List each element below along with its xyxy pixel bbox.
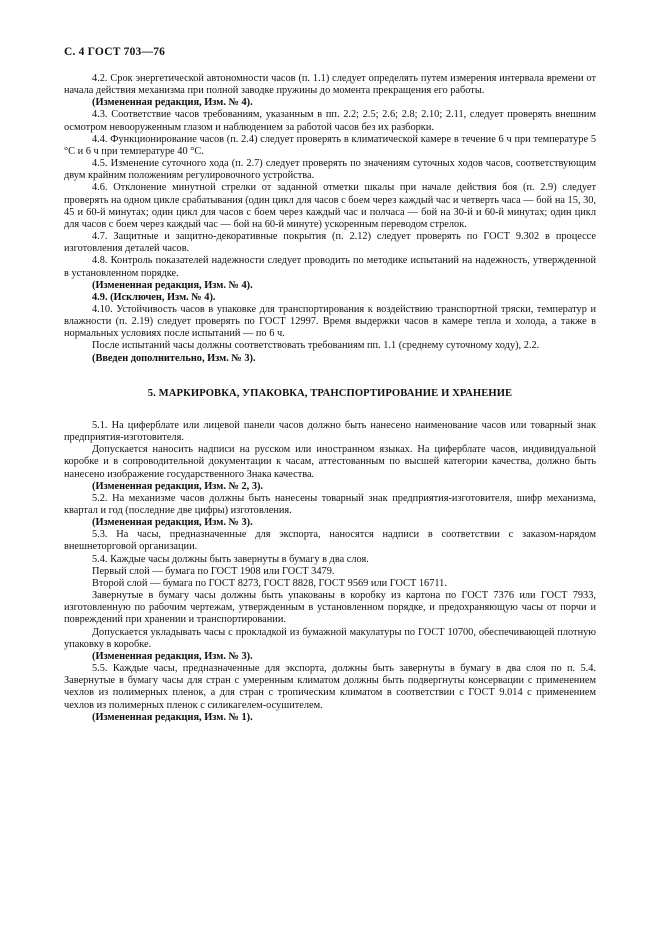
paragraph: 4.4. Функционирование часов (п. 2.4) следует проверять в климатической камере в течение 6 ч при температуре 5 °С и 6 ч при температуре 40 °С.: [64, 133, 596, 157]
amendment-note: (Измененная редакция, Изм. № 4).: [92, 279, 253, 291]
paragraph: 4.5. Изменение суточного хода (п. 2.7) следует проверять по значениям суточных ходов часов, соответствующим двум крайним положениям регулировочного устройства.: [64, 158, 596, 182]
paragraph: Допускается наносить надписи на русском или иностранном языках. На циферблате часов, индивидуальной коробке и в сопроводительной документации к часам, аттестованным по высшей категории качества, должно быть нанесено изображение государственного Знака качества.: [64, 444, 596, 480]
amendment-note: (Измененная редакция, Изм. № 4).: [92, 97, 253, 109]
document-body: [64, 73, 596, 724]
section-5-body: [64, 420, 596, 724]
paragraph: Завернутые в бумагу часы должны быть упакованы в коробку из картона по ГОСТ 7376 или ГОСТ 7933, изготовленную по рабочим чертежам, утвержденным в установленном порядке, и предохраняющую часы от порчи и повреждений при хранении и транспортировании.: [64, 590, 596, 626]
section-4-body: [64, 73, 596, 365]
amendment-note: (Измененная редакция, Изм. № 2, 3).: [92, 480, 264, 492]
section-5-title: 5. МАРКИРОВКА, УПАКОВКА, ТРАНСПОРТИРОВАНИЕ И ХРАНЕНИЕ: [147, 387, 513, 399]
paragraph: 5.5. Каждые часы, предназначенные для экспорта, должны быть завернуты в бумагу в два слоя по п. 5.4. Завернутые в бумагу часы для стран с умеренным климатом должны быть подвергнуты консервации с применением чехлов из полимерных пленок, а для стран с тропическим климатом в соответствии с ГОСТ 9.014 с применением чехлов из полимерных пленок с силикагелем-осушителем.: [64, 663, 596, 711]
paragraph: 5.2. На механизме часов должны быть нанесены товарный знак предприятия-изготовителя, шифр механизма, квартал и год (последние две цифры) изготовления.: [64, 492, 596, 516]
paragraph: 4.10. Устойчивость часов в упаковке для транспортирования к воздействию транспортной тряски, температур и влажности (п. 2.19) следует проверять по ГОСТ 12997. Время выдержки часов в камере тепла и холода, а также в нормальных условиях после испытаний — по 6 ч.: [64, 303, 596, 340]
paragraph: Второй слой — бумага по ГОСТ 8273, ГОСТ 8828, ГОСТ 9569 или ГОСТ 16711.: [92, 577, 447, 589]
amendment-note: 4.9. (Исключен, Изм. № 4).: [92, 291, 216, 303]
paragraph: Первый слой — бумага по ГОСТ 1908 или ГОСТ 3479.: [92, 565, 335, 577]
paragraph: 4.8. Контроль показателей надежности следует проводить по методике испытаний на надежность, утвержденной в установленном порядке.: [64, 255, 596, 279]
paragraph: 4.2. Срок энергетической автономности часов (п. 1.1) следует определять путем измерения интервала времени от начала действия механизма при полной заводке пружины до момента прекращения его работы.: [64, 73, 596, 97]
paragraph: 4.6. Отклонение минутной стрелки от заданной отметки шкалы при начале действия боя (п. 2.9) следует проверять на одном цикле срабатывания (один цикл для часов с боем через каждый час и четверть часа — бой на 15, 30, 45 и 60-й минутах; один цикл для часов с боем через каждый час и полчаса — бой на 30-й и 60-й минутах; один цикл для часов с боем через каждый час — бой на 60-й минуте) ускоренным переводом стрелок.: [64, 182, 596, 230]
paragraph: 5.1. На циферблате или лицевой панели часов должно быть нанесено наименование часов или товарный знак предприятия-изготовителя.: [64, 419, 596, 444]
page-header: С. 4 ГОСТ 703—76: [64, 46, 166, 58]
amendment-note: (Измененная редакция, Изм. № 1).: [92, 711, 253, 723]
amendment-note: (Измененная редакция, Изм. № 3).: [92, 517, 253, 529]
amendment-note: (Введен дополнительно, Изм. № 3).: [92, 352, 256, 364]
paragraph: 4.7. Защитные и защитно-декоративные покрытия (п. 2.12) следует проверять по ГОСТ 9.302 в процессе изготовления деталей часов.: [64, 231, 596, 255]
paragraph: 4.3. Соответствие часов требованиям, указанным в пп. 2.2; 2.5; 2.6; 2.8; 2.10; 2.11, следует проверять внешним осмотром невооруженным глазом и наблюдением за работой часов без их разборки.: [64, 109, 596, 133]
paragraph: 5.3. На часы, предназначенные для экспорта, наносятся надписи в соответствии с заказом-нарядом внешнеторговой организации.: [64, 529, 596, 553]
amendment-note: (Измененная редакция, Изм. № 3).: [92, 650, 253, 662]
paragraph: 5.4. Каждые часы должны быть завернуты в бумагу в два слоя.: [92, 553, 369, 565]
paragraph: После испытаний часы должны соответствовать требованиям пп. 1.1 (среднему суточному ходу), 2.2.: [92, 340, 540, 352]
paragraph: Допускается укладывать часы с прокладкой из бумажной макулатуры по ГОСТ 10700, обеспечивающей плотную упаковку в коробке.: [64, 626, 596, 650]
